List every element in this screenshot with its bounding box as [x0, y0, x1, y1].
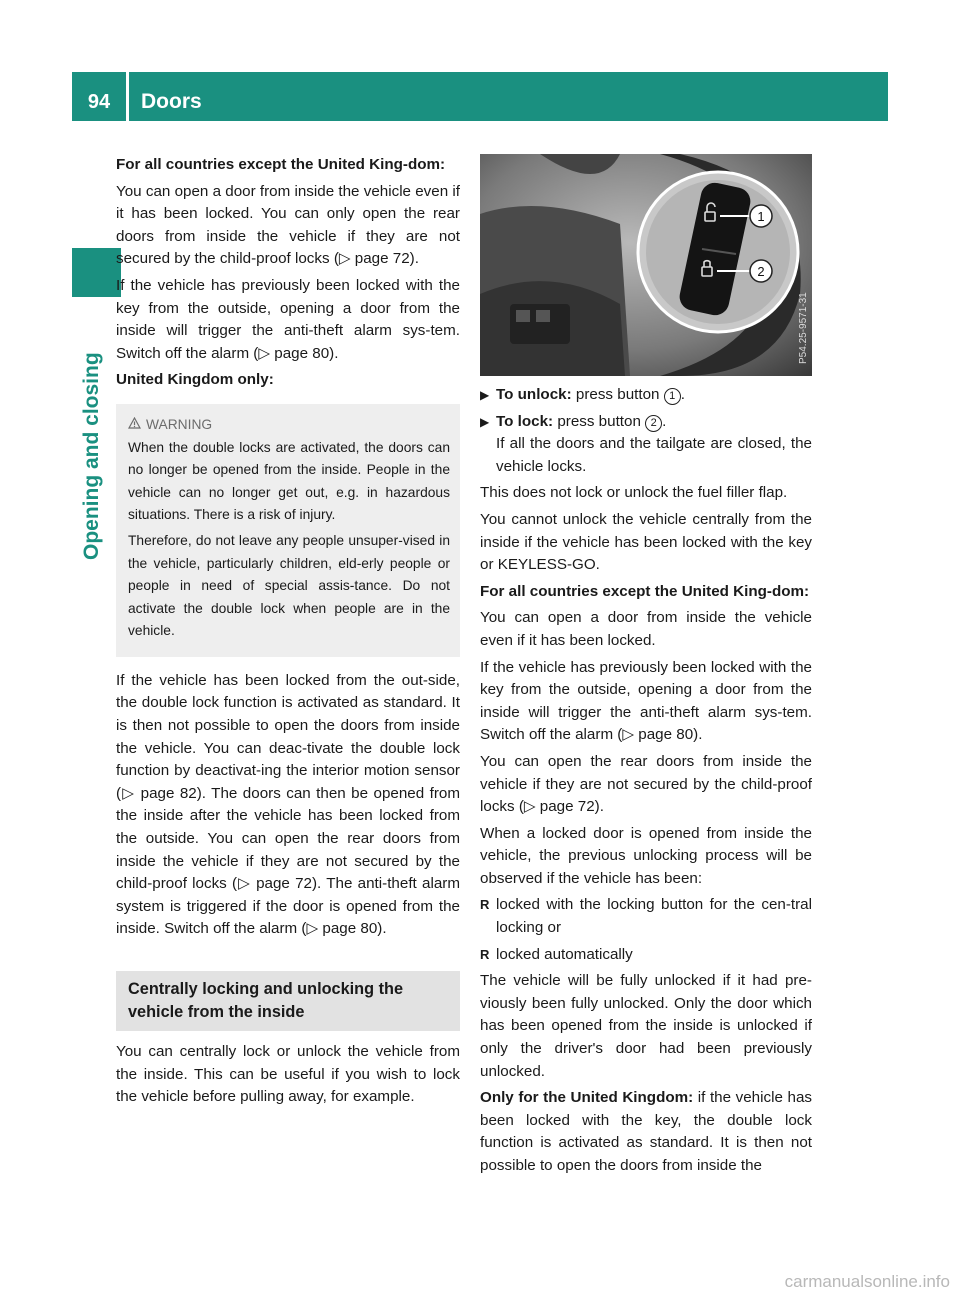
paragraph: You can open a door from inside the vehicle even if it has been locked. [480, 609, 812, 649]
paragraph: You cannot unlock the vehicle centrally from the inside if the vehicle has been locked with the key or KEYLESS-GO. [480, 510, 812, 574]
action-arrow-icon: ▶ [480, 414, 490, 429]
figure-code: P54.25-9571-31 [798, 292, 809, 364]
callout-2-ref: 2 [645, 415, 662, 432]
warning-text: When the double locks are activated, the doors can no longer be opened from the inside. People in the vehicle can no longer get out, e.g. in hazardous situations. There is a risk of injury. [128, 439, 450, 523]
callout-2: 2 [757, 264, 765, 279]
section-heading: Centrally locking and unlocking the vehicle from the inside [116, 971, 460, 1031]
lock-buttons-figure [480, 154, 812, 376]
paragraph: You can open a door from inside the vehicle even if it has been locked. You can only open the rear doors from inside the vehicle if they are not secured by the child-proof locks (▷ page 72). [116, 182, 460, 268]
paragraph: If the vehicle has previously been locked with the key from the outside, opening a door from the inside will trigger the anti-theft alarm sys-tem. Switch off the alarm (▷ page 80). [480, 658, 812, 744]
left-column [116, 154, 460, 1113]
callout-1-ref: 1 [664, 388, 681, 405]
header-divider [126, 72, 129, 121]
callout-1: 1 [757, 209, 765, 224]
watermark: carmanualsonline.info [784, 1272, 950, 1291]
heading-uk-only: United Kingdom only: [116, 371, 274, 389]
paragraph: If the vehicle has been locked from the out-side, the double lock function is activated as standard. It is then not possible to open the doors from inside the vehicle. You can deac-tivate the double lock function by deactivat-ing the interior motion sensor (▷ page 82). The doors can then be opened from the inside after the vehicle has been locked from the outside. You can open the rear doors from inside the vehicle if they are not secured by the child-proof locks (▷ page 72). The anti-theft alarm system is triggered if the door is opened from the inside. Switch off the alarm (▷ page 80). [116, 671, 460, 938]
page-number: 94 [87, 91, 111, 113]
chapter-tab [72, 248, 121, 297]
paragraph: Only for the United Kingdom: if the vehicle has been locked with the key, the double lock function is activated as standard. It is then not possible to open the doors from inside the [480, 1089, 812, 1174]
warning-triangle-icon [128, 414, 146, 437]
paragraph: You can open the rear doors from inside the vehicle if they are not secured by the child-proof locks (▷ page 72). [480, 752, 812, 816]
paragraph: When a locked door is opened from inside the vehicle, the previous unlocking process will be observed if the vehicle has been: [480, 824, 812, 887]
chapter-label: Opening and closing [80, 352, 103, 560]
list-item: R locked automatically [480, 944, 812, 967]
list-item: R locked with the locking button for the cen-tral locking or [480, 896, 812, 937]
paragraph: If the vehicle has previously been locked with the key from the outside, opening a door from the inside will trigger the anti-theft alarm sys-tem. Switch off the alarm (▷ page 80). [116, 276, 460, 362]
bullet-icon: R [480, 946, 490, 962]
step-lock: ▶ To lock: press button 2 . If all the doors and the tailgate are closed, the vehicle locks. [480, 412, 812, 475]
heading-all-countries: For all countries except the United King-dom: [480, 582, 810, 600]
paragraph: The vehicle will be fully unlocked if it had pre-viously been fully unlocked. Only the door which has been opened from the inside is unlocked if only the driver's door had been previously unlocked. [480, 972, 812, 1080]
bullet-icon: R [480, 897, 490, 913]
warning-box [116, 404, 460, 657]
step-unlock: ▶ To unlock: press button 1 . [480, 384, 812, 407]
page-reference: (▷ page 72). [333, 250, 419, 268]
page-title: Doors [141, 90, 202, 113]
action-arrow-icon: ▶ [480, 388, 490, 402]
warning-text: Therefore, do not leave any people unsuper-vised in the vehicle, particularly children, eld-erly people or people in need of special assis-tance. Do not activate the double lock when people are in the vehicle. [128, 532, 450, 639]
right-column [480, 154, 812, 1182]
paragraph: You can centrally lock or unlock the vehicle from the inside. This can be useful if you wish to lock the vehicle before pulling away, for example. [116, 1043, 460, 1106]
paragraph: This does not lock or unlock the fuel filler flap. [480, 484, 788, 502]
warning-heading: WARNING [128, 414, 450, 437]
heading-all-countries: For all countries except the United King-dom: [116, 156, 446, 173]
